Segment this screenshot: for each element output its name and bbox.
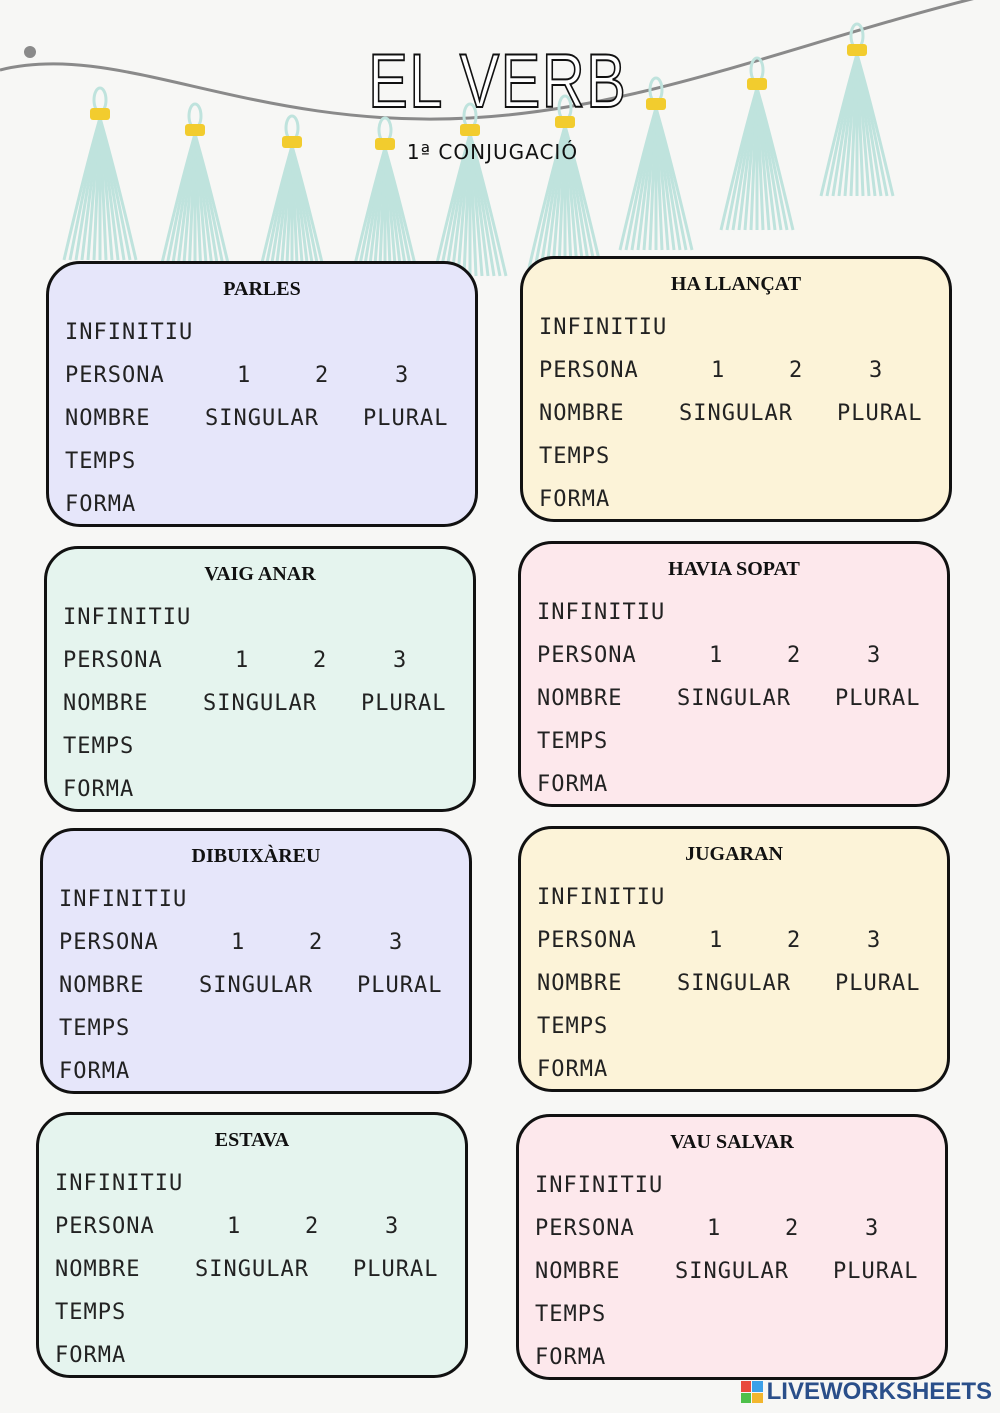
persona-option-1[interactable]: 1 bbox=[707, 1216, 722, 1241]
singular-option[interactable]: SINGULAR bbox=[203, 691, 317, 716]
persona-option-1[interactable]: 1 bbox=[227, 1214, 242, 1239]
persona-option-1[interactable]: 1 bbox=[709, 643, 724, 668]
persona-label: PERSONA bbox=[55, 1214, 155, 1239]
persona-label: PERSONA bbox=[539, 358, 639, 383]
persona-label: PERSONA bbox=[59, 930, 159, 955]
nombre-row bbox=[63, 691, 447, 716]
plural-option[interactable]: PLURAL bbox=[363, 406, 449, 431]
persona-option-2[interactable]: 2 bbox=[305, 1214, 320, 1239]
verb-word: JUGARAN bbox=[685, 843, 783, 865]
verb-card bbox=[518, 826, 950, 1092]
nombre-row bbox=[65, 406, 449, 431]
infinitiu-label: INFINITIU bbox=[537, 600, 666, 625]
nombre-row bbox=[59, 973, 443, 998]
infinitiu-label: INFINITIU bbox=[65, 320, 194, 345]
verb-card bbox=[44, 546, 476, 812]
nombre-label: NOMBRE bbox=[537, 971, 623, 996]
persona-row bbox=[535, 1216, 880, 1241]
infinitiu-label: INFINITIU bbox=[535, 1173, 664, 1198]
forma-label: FORMA bbox=[535, 1345, 607, 1370]
infinitiu-label: INFINITIU bbox=[539, 315, 668, 340]
temps-label: TEMPS bbox=[535, 1302, 607, 1327]
singular-option[interactable]: SINGULAR bbox=[205, 406, 319, 431]
nombre-row bbox=[535, 1259, 919, 1284]
page-title: EL VERB bbox=[368, 39, 628, 124]
nombre-row bbox=[537, 686, 921, 711]
nombre-row bbox=[537, 971, 921, 996]
persona-option-2[interactable]: 2 bbox=[313, 648, 328, 673]
persona-option-2[interactable]: 2 bbox=[787, 928, 802, 953]
persona-label: PERSONA bbox=[535, 1216, 635, 1241]
plural-option[interactable]: PLURAL bbox=[833, 1259, 919, 1284]
plural-option[interactable]: PLURAL bbox=[361, 691, 447, 716]
persona-option-1[interactable]: 1 bbox=[237, 363, 252, 388]
persona-option-1[interactable]: 1 bbox=[235, 648, 250, 673]
verb-card bbox=[40, 828, 472, 1094]
singular-option[interactable]: SINGULAR bbox=[677, 686, 791, 711]
plural-option[interactable]: PLURAL bbox=[835, 686, 921, 711]
forma-label: FORMA bbox=[59, 1059, 131, 1084]
forma-label: FORMA bbox=[55, 1343, 127, 1368]
persona-row bbox=[537, 928, 882, 953]
forma-label: FORMA bbox=[539, 487, 611, 512]
temps-label: TEMPS bbox=[537, 1014, 609, 1039]
singular-option[interactable]: SINGULAR bbox=[679, 401, 793, 426]
nombre-label: NOMBRE bbox=[55, 1257, 141, 1282]
persona-option-3[interactable]: 3 bbox=[867, 928, 882, 953]
singular-option[interactable]: SINGULAR bbox=[199, 973, 313, 998]
verb-word: DIBUIXÀREU bbox=[191, 845, 321, 867]
page-subtitle: 1ª CONJUGACIÓ bbox=[406, 140, 579, 164]
persona-label: PERSONA bbox=[65, 363, 165, 388]
temps-label: TEMPS bbox=[65, 449, 137, 474]
singular-option[interactable]: SINGULAR bbox=[195, 1257, 309, 1282]
nombre-label: NOMBRE bbox=[65, 406, 151, 431]
persona-option-2[interactable]: 2 bbox=[789, 358, 804, 383]
tassel-5 bbox=[434, 104, 506, 276]
infinitiu-label: INFINITIU bbox=[55, 1171, 184, 1196]
persona-row bbox=[537, 643, 882, 668]
brand-watermark bbox=[741, 1377, 992, 1407]
persona-row bbox=[59, 930, 404, 955]
verb-word: VAU SALVAR bbox=[670, 1131, 794, 1153]
nombre-label: NOMBRE bbox=[537, 686, 623, 711]
infinitiu-label: INFINITIU bbox=[537, 885, 666, 910]
nombre-label: NOMBRE bbox=[539, 401, 625, 426]
forma-label: FORMA bbox=[537, 1057, 609, 1082]
plural-option[interactable]: PLURAL bbox=[835, 971, 921, 996]
persona-option-2[interactable]: 2 bbox=[315, 363, 330, 388]
nombre-label: NOMBRE bbox=[63, 691, 149, 716]
nombre-row bbox=[55, 1257, 439, 1282]
verb-card bbox=[36, 1112, 468, 1378]
verb-card bbox=[516, 1114, 948, 1380]
temps-label: TEMPS bbox=[537, 729, 609, 754]
persona-option-1[interactable]: 1 bbox=[709, 928, 724, 953]
plural-option[interactable]: PLURAL bbox=[353, 1257, 439, 1282]
temps-label: TEMPS bbox=[55, 1300, 127, 1325]
persona-row bbox=[65, 363, 410, 388]
forma-label: FORMA bbox=[65, 492, 137, 517]
verb-word: VAIG ANAR bbox=[204, 563, 316, 585]
tassel-2 bbox=[159, 104, 231, 276]
persona-row bbox=[55, 1214, 400, 1239]
persona-option-1[interactable]: 1 bbox=[711, 358, 726, 383]
infinitiu-label: INFINITIU bbox=[59, 887, 188, 912]
persona-option-3[interactable]: 3 bbox=[865, 1216, 880, 1241]
infinitiu-label: INFINITIU bbox=[63, 605, 192, 630]
nombre-label: NOMBRE bbox=[535, 1259, 621, 1284]
verb-word: PARLES bbox=[223, 278, 301, 300]
singular-option[interactable]: SINGULAR bbox=[677, 971, 791, 996]
verb-card bbox=[518, 541, 950, 807]
forma-label: FORMA bbox=[537, 772, 609, 797]
garland-pin bbox=[24, 46, 36, 58]
forma-label: FORMA bbox=[63, 777, 135, 802]
persona-row bbox=[539, 358, 884, 383]
verb-word: ESTAVA bbox=[214, 1129, 290, 1151]
persona-option-2[interactable]: 2 bbox=[309, 930, 324, 955]
persona-option-3[interactable]: 3 bbox=[867, 643, 882, 668]
brand-logo-icon bbox=[741, 1381, 763, 1403]
verb-word: HAVIA SOPAT bbox=[668, 558, 800, 580]
verb-card bbox=[520, 256, 952, 522]
temps-label: TEMPS bbox=[539, 444, 611, 469]
persona-label: PERSONA bbox=[63, 648, 163, 673]
persona-option-3[interactable]: 3 bbox=[395, 363, 410, 388]
persona-label: PERSONA bbox=[537, 928, 637, 953]
persona-option-3[interactable]: 3 bbox=[385, 1214, 400, 1239]
nombre-label: NOMBRE bbox=[59, 973, 145, 998]
persona-option-2[interactable]: 2 bbox=[785, 1216, 800, 1241]
singular-option[interactable]: SINGULAR bbox=[675, 1259, 789, 1284]
persona-label: PERSONA bbox=[537, 643, 637, 668]
temps-label: TEMPS bbox=[59, 1016, 131, 1041]
plural-option[interactable]: PLURAL bbox=[837, 401, 923, 426]
verb-card bbox=[46, 261, 478, 527]
persona-option-1[interactable]: 1 bbox=[231, 930, 246, 955]
persona-row bbox=[63, 648, 408, 673]
persona-option-3[interactable]: 3 bbox=[869, 358, 884, 383]
persona-option-2[interactable]: 2 bbox=[787, 643, 802, 668]
verb-word: HA LLANÇAT bbox=[670, 273, 802, 295]
brand-name: LIVEWORKSHEETS bbox=[766, 1378, 992, 1405]
persona-option-3[interactable]: 3 bbox=[389, 930, 404, 955]
temps-label: TEMPS bbox=[63, 734, 135, 759]
plural-option[interactable]: PLURAL bbox=[357, 973, 443, 998]
nombre-row bbox=[539, 401, 923, 426]
persona-option-3[interactable]: 3 bbox=[393, 648, 408, 673]
